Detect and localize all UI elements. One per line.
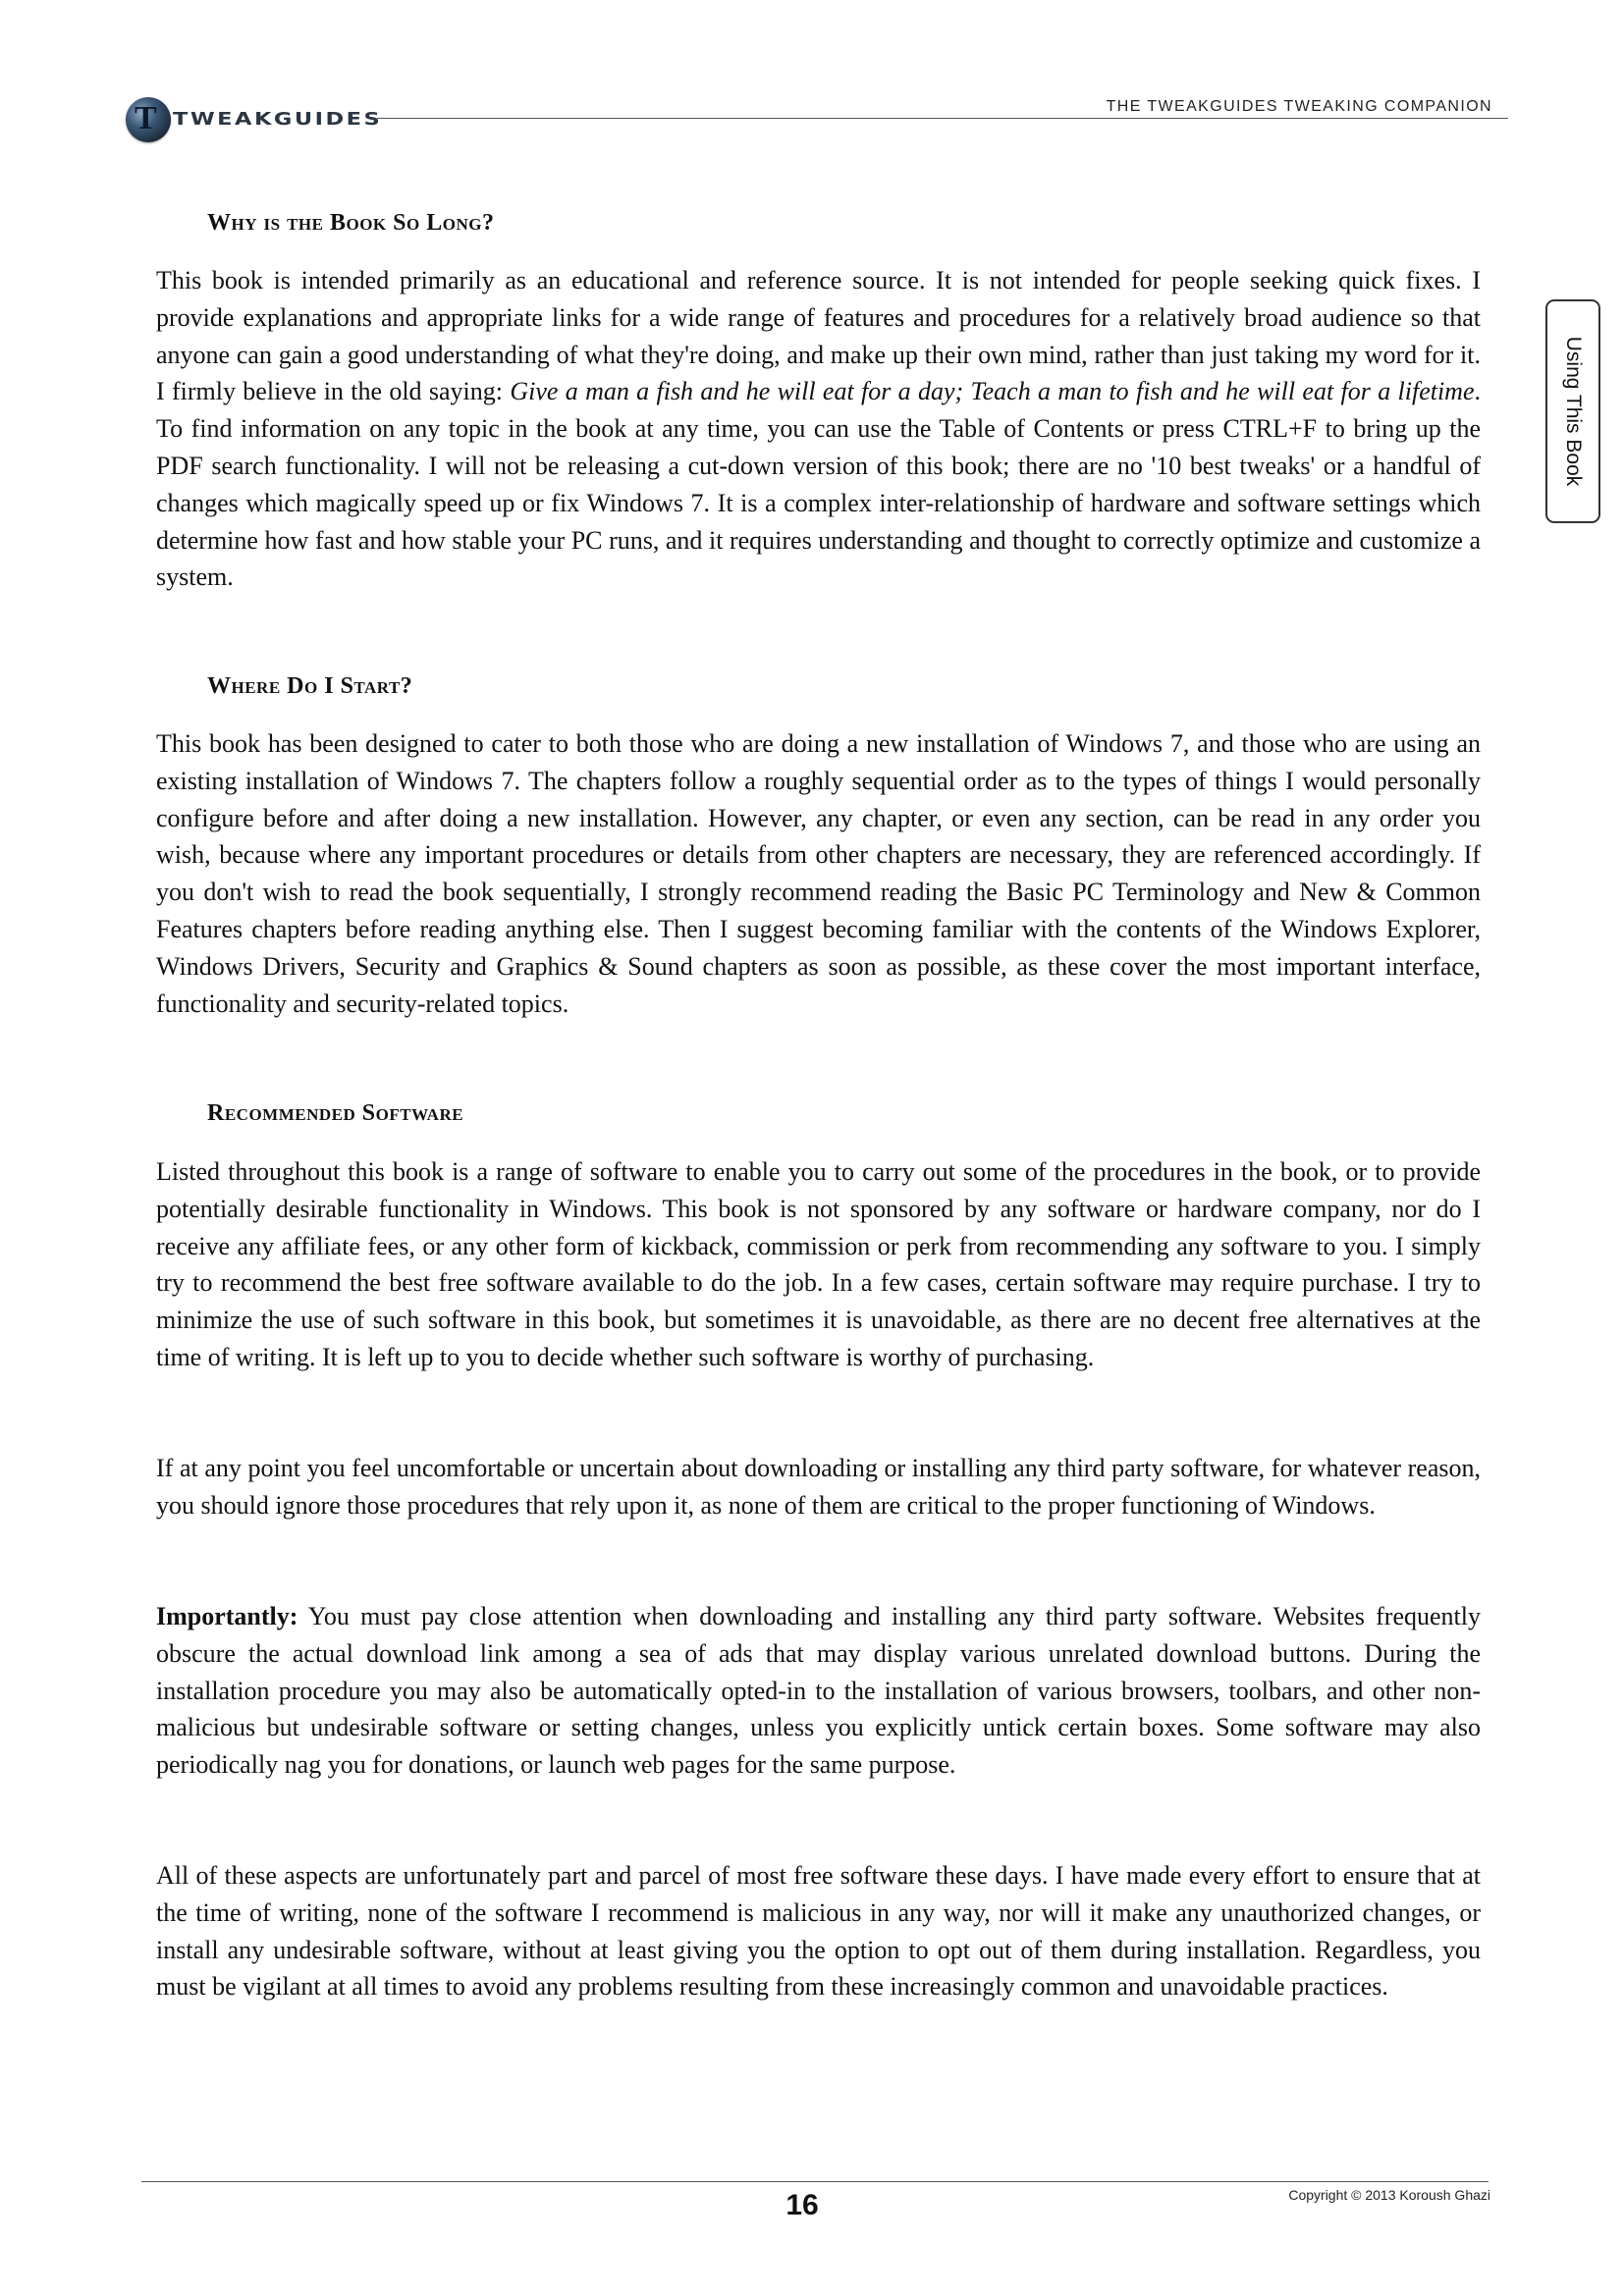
copyright-notice: Copyright © 2013 Koroush Ghazi xyxy=(1288,2187,1490,2203)
running-title: THE TWEAKGUIDES TWEAKING COMPANION xyxy=(1106,98,1492,115)
page-number: 16 xyxy=(785,2189,819,2221)
paragraph-why-long xyxy=(156,262,1481,596)
paragraph-text: This book is intended primarily as an educational and reference source. It is not intended for people seeking quick fixes. I provide explanations and appropriate links for a wide range of features and procedures for a relatively broad audience so that anyone can gain a good understanding of what they're doing, and make up their own mind, rather than just taking my word for it. I firmly believe in the old saying: xyxy=(156,266,1481,406)
paragraph-recommended-3 xyxy=(156,1598,1481,1784)
section-heading-why-long: Why is the Book So Long? xyxy=(207,210,495,236)
tweakguides-logo xyxy=(126,97,383,144)
logo-wordmark: TWEAKGUIDES xyxy=(173,109,383,130)
header-rule xyxy=(377,118,1508,119)
section-heading-recommended-software: Recommended Software xyxy=(207,1100,464,1126)
italic-quote: Give a man a fish and he will eat for a day; Teach a man to fish and he will eat for a lifetime xyxy=(510,377,1475,406)
paragraph-recommended-1: Listed throughout this book is a range of software to enable you to carry out some of the procedures in the book, or to provide potentially desirable functionality in Windows. This book is not sponsored by any software or hardware company, nor do I receive any affiliate fees, or any other form of kickback, commission or perk from recommending any software to you. I simply try to recommend the best free software available to do the job. In a few cases, certain software may require purchase. I try to minimize the use of such software in this book, but sometimes it is unavoidable, as there are no decent free alternatives at the time of writing. It is left up to you to decide whether such software is worthy of purchasing. xyxy=(156,1157,1481,1371)
bold-lead: Importantly: xyxy=(156,1602,298,1630)
paragraph-where-start: This book has been designed to cater to both those who are doing a new installation of Windows 7, and those who are using an existing installation of Windows 7. The chapters follow a roughly sequential order as to the types of things I would personally configure before and after doing a new installation. However, any chapter, or even any section, can be read in any order you wish, because where any important procedures or details from other chapters are necessary, they are referenced accordingly. If you don't wish to read the book sequentially, I strongly recommend reading the Basic PC Terminology and New & Common Features chapters before reading anything else. Then I suggest becoming familiar with the contents of the Windows Explorer, Windows Drivers, Security and Graphics & Sound chapters as soon as possible, as these cover the most important interface, functionality and security-related topics. xyxy=(156,729,1481,1018)
logo-letter: T xyxy=(135,100,157,136)
section-side-tab xyxy=(1545,299,1600,523)
logo-sphere-icon xyxy=(126,97,171,142)
paragraph-recommended-2: If at any point you feel uncomfortable or uncertain about downloading or installing any third party software, for whatever reason, you should ignore those procedures that rely upon it, as none of them are critical to the proper functioning of Windows. xyxy=(156,1454,1481,1520)
side-tab-label: Using This Book xyxy=(1562,336,1585,487)
paragraph-recommended-4: All of these aspects are unfortunately part and parcel of most free software these days. I have made every effort to ensure that at the time of writing, none of the software I recommend is malicious in any way, nor will it make any unauthorized changes, or install any undesirable software, without at least giving you the option to opt out of them during installation. Regardless, you must be vigilant at all times to avoid any problems resulting from these increasingly common and unavoidable practices. xyxy=(156,1861,1481,2002)
footer-rule xyxy=(141,2181,1489,2182)
section-heading-where-start: Where Do I Start? xyxy=(207,673,413,699)
paragraph-text: You must pay close attention when downloading and installing any third party software. Websites frequently obscure the actual download link among a sea of ads that may display various unrelated download buttons. During the installation procedure you may also be automatically opted-in to the installation of various browsers, toolbars, and other non-malicious but undesirable software or setting changes, unless you explicitly untick certain boxes. Some software may also periodically nag you for donations, or launch web pages for the same purpose. xyxy=(156,1602,1481,1780)
paragraph-text: . To find information on any topic in the book at any time, you can use the Table of Contents or press CTRL+F to bring up the PDF search functionality. I will not be releasing a cut-down version of this book; there are no '10 best tweaks' or a handful of changes which magically speed up or fix Windows 7. It is a complex inter-relationship of hardware and software settings which determine how fast and how stable your PC runs, and it requires understanding and thought to correctly optimize and customize a system. xyxy=(156,377,1481,592)
